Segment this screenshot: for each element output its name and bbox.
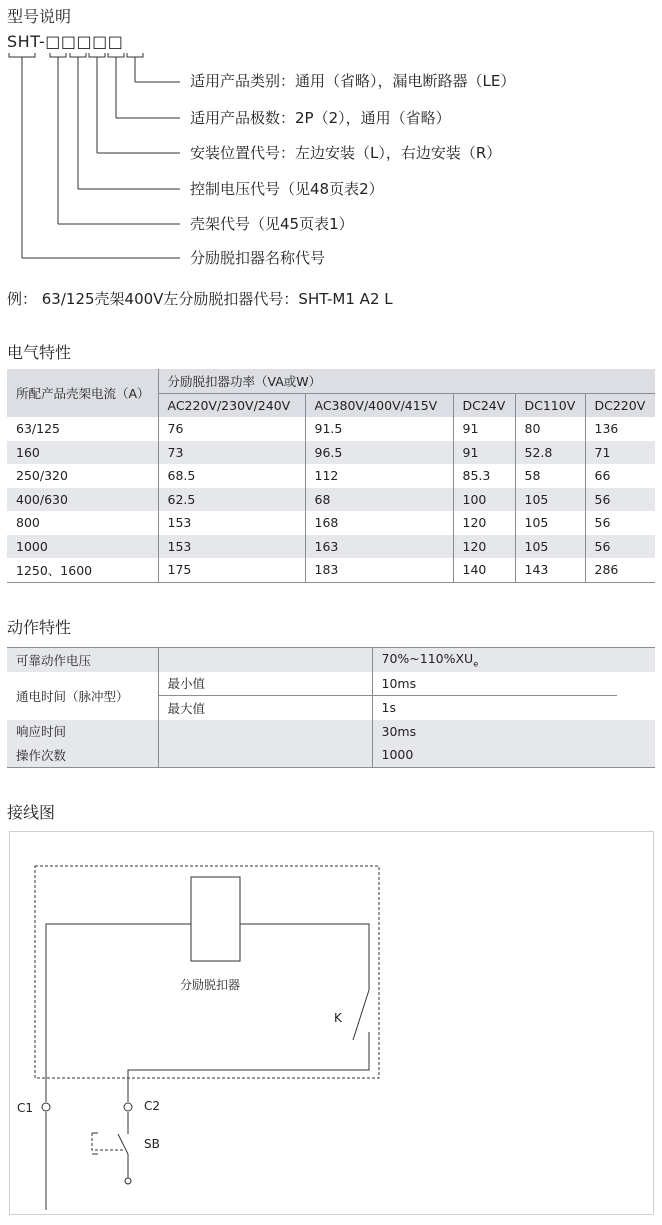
power-cell: 91 xyxy=(453,441,515,465)
power-cell: 168 xyxy=(305,511,453,535)
power-cell: 76 xyxy=(158,417,305,441)
table-row xyxy=(7,720,655,744)
electrical-table xyxy=(7,369,655,583)
leader-bracket-5 xyxy=(127,53,143,57)
action-heading: 动作特性 xyxy=(7,618,72,637)
table-row xyxy=(7,511,655,535)
legend-product-category: 适用产品类别：通用（省略），漏电断路器（LE） xyxy=(190,72,516,90)
reliable-voltage-label: 可靠动作电压 xyxy=(7,648,158,672)
power-cell: 62.5 xyxy=(158,488,305,512)
table-row xyxy=(7,535,655,559)
frame-current-cell: 160 xyxy=(7,441,158,465)
frame-current-cell: 250/320 xyxy=(16,468,68,484)
power-cell: 163 xyxy=(305,535,453,559)
power-cell: 175 xyxy=(158,558,305,582)
leader-bracket-2 xyxy=(70,53,86,57)
power-cell: 105 xyxy=(515,511,585,535)
frame-current-cell: 400/630 xyxy=(7,488,158,512)
electrical-heading: 电气特性 xyxy=(7,343,72,362)
action-table xyxy=(7,647,655,768)
legend-control-voltage: 控制电压代号（见48页表2） xyxy=(190,180,384,198)
power-cell: 183 xyxy=(305,558,453,582)
table-row xyxy=(7,464,655,488)
leader-bracket-1 xyxy=(50,53,66,57)
power-cell: 52.8 xyxy=(515,441,585,465)
leader-bracket-4 xyxy=(108,53,124,57)
power-cell: 71 xyxy=(585,441,655,465)
response-label: 响应时间 xyxy=(7,720,158,744)
power-cell: 105 xyxy=(515,488,585,512)
header-voltage: AC220V/230V/240V xyxy=(158,393,305,417)
legend-name-code: 分励脱扣器名称代号 xyxy=(190,249,326,267)
power-cell: 56 xyxy=(585,488,655,512)
wiring-heading: 接线图 xyxy=(7,803,56,822)
power-cell: 58 xyxy=(515,464,585,488)
power-cell: 56 xyxy=(585,511,655,535)
power-cell: 136 xyxy=(585,417,655,441)
k-label: K xyxy=(334,1011,342,1025)
table-row xyxy=(7,672,655,696)
power-cell: 143 xyxy=(515,558,585,582)
power-cell: 286 xyxy=(585,558,655,582)
model-code: SHT-□□□□□ xyxy=(7,32,124,51)
header-voltage: DC24V xyxy=(453,393,515,417)
power-cell: 96.5 xyxy=(305,441,453,465)
legend-frame-code: 壳架代号（见45页表1） xyxy=(190,215,354,233)
c2-label: C2 xyxy=(144,1099,161,1113)
leader-bracket-3 xyxy=(89,53,105,57)
legend-poles: 适用产品极数：2P（2），通用（省略） xyxy=(190,109,451,127)
header-trip-power: 分励脱扣器功率（VA或W） xyxy=(158,369,655,393)
operations-value: 1000 xyxy=(372,743,655,767)
c1-label: C1 xyxy=(17,1101,34,1115)
frame-current-cell: 800 xyxy=(16,515,40,531)
power-cell: 56 xyxy=(585,535,655,559)
reliable-voltage-value xyxy=(372,648,655,672)
leader-bracket-sht xyxy=(9,53,35,57)
response-value: 30ms xyxy=(372,720,655,744)
power-cell: 105 xyxy=(515,535,585,559)
power-cell: 153 xyxy=(158,535,305,559)
power-cell: 140 xyxy=(453,558,515,582)
frame-current-cell: 63/125 xyxy=(16,421,60,437)
frame-current-cell: 1250、1600 xyxy=(7,558,158,582)
table-row xyxy=(7,648,655,672)
header-voltage: DC110V xyxy=(515,393,585,417)
reliable-voltage-subscript: e xyxy=(473,659,479,669)
table-row xyxy=(7,558,655,582)
table-row xyxy=(7,743,655,767)
header-frame-current: 所配产品壳架电流（A） xyxy=(7,369,158,417)
header-voltage: AC380V/400V/415V xyxy=(305,393,453,417)
coil-label: 分励脱扣器 xyxy=(180,978,241,992)
max-label: 最大值 xyxy=(158,696,372,720)
power-cell: 85.3 xyxy=(453,464,515,488)
reliable-voltage-text: 70%~110%XU xyxy=(381,651,474,666)
table-row xyxy=(7,488,655,512)
power-cell: 68 xyxy=(305,488,453,512)
power-cell: 112 xyxy=(305,464,453,488)
table-row xyxy=(7,441,655,465)
power-cell: 91.5 xyxy=(305,417,453,441)
frame-current-cell: 1000 xyxy=(7,535,158,559)
table-row xyxy=(7,417,655,441)
power-cell: 66 xyxy=(585,464,655,488)
operations-label: 操作次数 xyxy=(7,743,158,767)
power-cell: 120 xyxy=(453,535,515,559)
power-cell: 68.5 xyxy=(158,464,305,488)
energize-time-label: 通电时间（脉冲型） xyxy=(16,688,129,704)
header-voltage: DC220V xyxy=(585,393,655,417)
power-cell: 80 xyxy=(515,417,585,441)
power-cell: 73 xyxy=(158,441,305,465)
sb-label: SB xyxy=(144,1137,160,1151)
model-example: 例： 63/125壳架400V左分励脱扣器代号：SHT-M1 A2 L xyxy=(7,290,393,308)
model-heading: 型号说明 xyxy=(7,7,72,26)
min-value: 10ms xyxy=(372,672,617,696)
power-cell: 91 xyxy=(453,417,515,441)
legend-mounting-position: 安装位置代号：左边安装（L），右边安装（R） xyxy=(190,144,502,162)
wiring-diagram-frame xyxy=(9,831,654,1215)
power-cell: 120 xyxy=(453,511,515,535)
min-label: 最小值 xyxy=(158,672,372,696)
power-cell: 100 xyxy=(453,488,515,512)
power-cell: 153 xyxy=(158,511,305,535)
max-value: 1s xyxy=(372,696,617,720)
